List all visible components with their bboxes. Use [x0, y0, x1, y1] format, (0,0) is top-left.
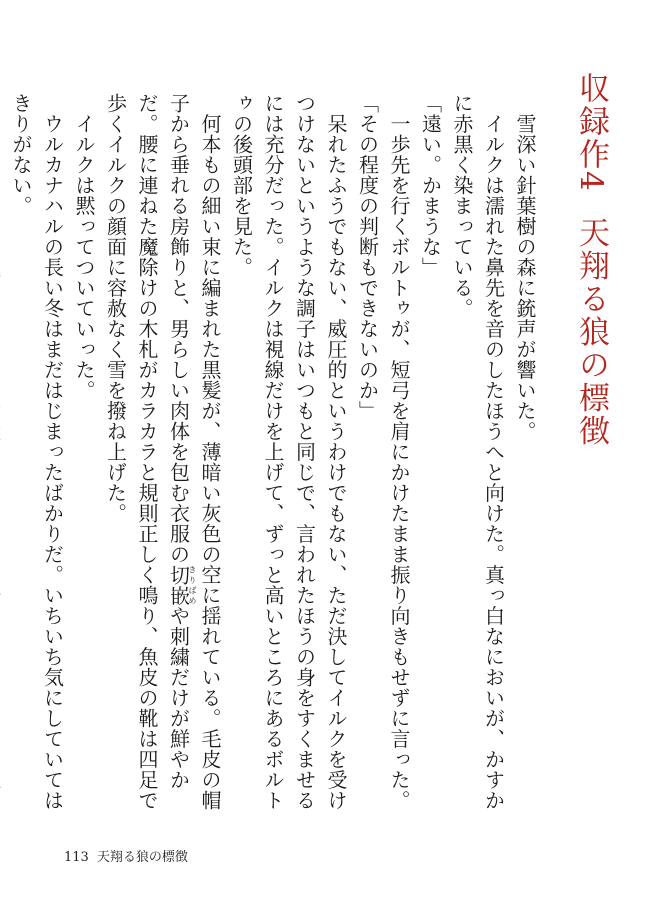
paragraph-7	[99, 93, 225, 813]
paragraph-3: 「遠い。かまうな」	[418, 93, 443, 278]
paragraph-8: イルクは黙ってついていった。	[72, 113, 96, 401]
paragraph-9: ウルカナハルの長い冬はまだはじまったばかりだ。いちいち気にしていてはきりがない。	[9, 93, 65, 811]
paragraph-10	[0, 93, 5, 813]
paragraph-2: イルクは濡れた鼻先を音のしたほうへと向けた。真っ白なにおいが、かすかに赤黒く染まっている。	[450, 93, 506, 811]
running-title: 天翔る狼の標徴	[96, 850, 188, 865]
paragraph-4: 一歩先を行くボルトゥが、短弓を肩にかけたまま振り向きもせずに言った。	[387, 113, 411, 811]
page-number: 113	[64, 850, 89, 865]
chapter-title-name: 天翔る狼の標徴	[573, 216, 609, 448]
body-text	[0, 93, 540, 813]
paragraph-5: 「その程度の判断もできないのか」	[355, 93, 380, 421]
paragraph-10-text	[0, 93, 2, 811]
paragraph-1: 雪深い針葉樹の森に銃声が響いた。	[513, 113, 537, 442]
page-footer	[64, 846, 188, 865]
ruby-annotation: 切嵌きりばめ	[166, 564, 197, 606]
paragraph-6: 呆れたふうでもない、威圧的というわけでもない、ただ決してイルクを受けつけないというような調子はいつもと同じで、言われたほうの身をすくませるには充分だった。イルクは視線だけを上げて、ずっと高いところにあるボルトゥの後頭部を見た。	[229, 93, 348, 811]
paragraph-7-text: 何本もの細い束に編まれた黒髪が、薄暗い灰色の空に揺れている。毛皮の帽子から垂れる房飾りと、男らしい肉体を包む衣服の切嵌きりばめや刺繍だけが鮮やかだ。腰に連ねた魔除けの木札がカラカラと規則正しく鳴り、魚皮の靴は四足で歩くイルクの顔面に容赦なく雪を撥ね上げた。	[103, 93, 222, 811]
chapter-title	[573, 72, 609, 448]
chapter-title-label: 収録作4	[573, 72, 609, 193]
